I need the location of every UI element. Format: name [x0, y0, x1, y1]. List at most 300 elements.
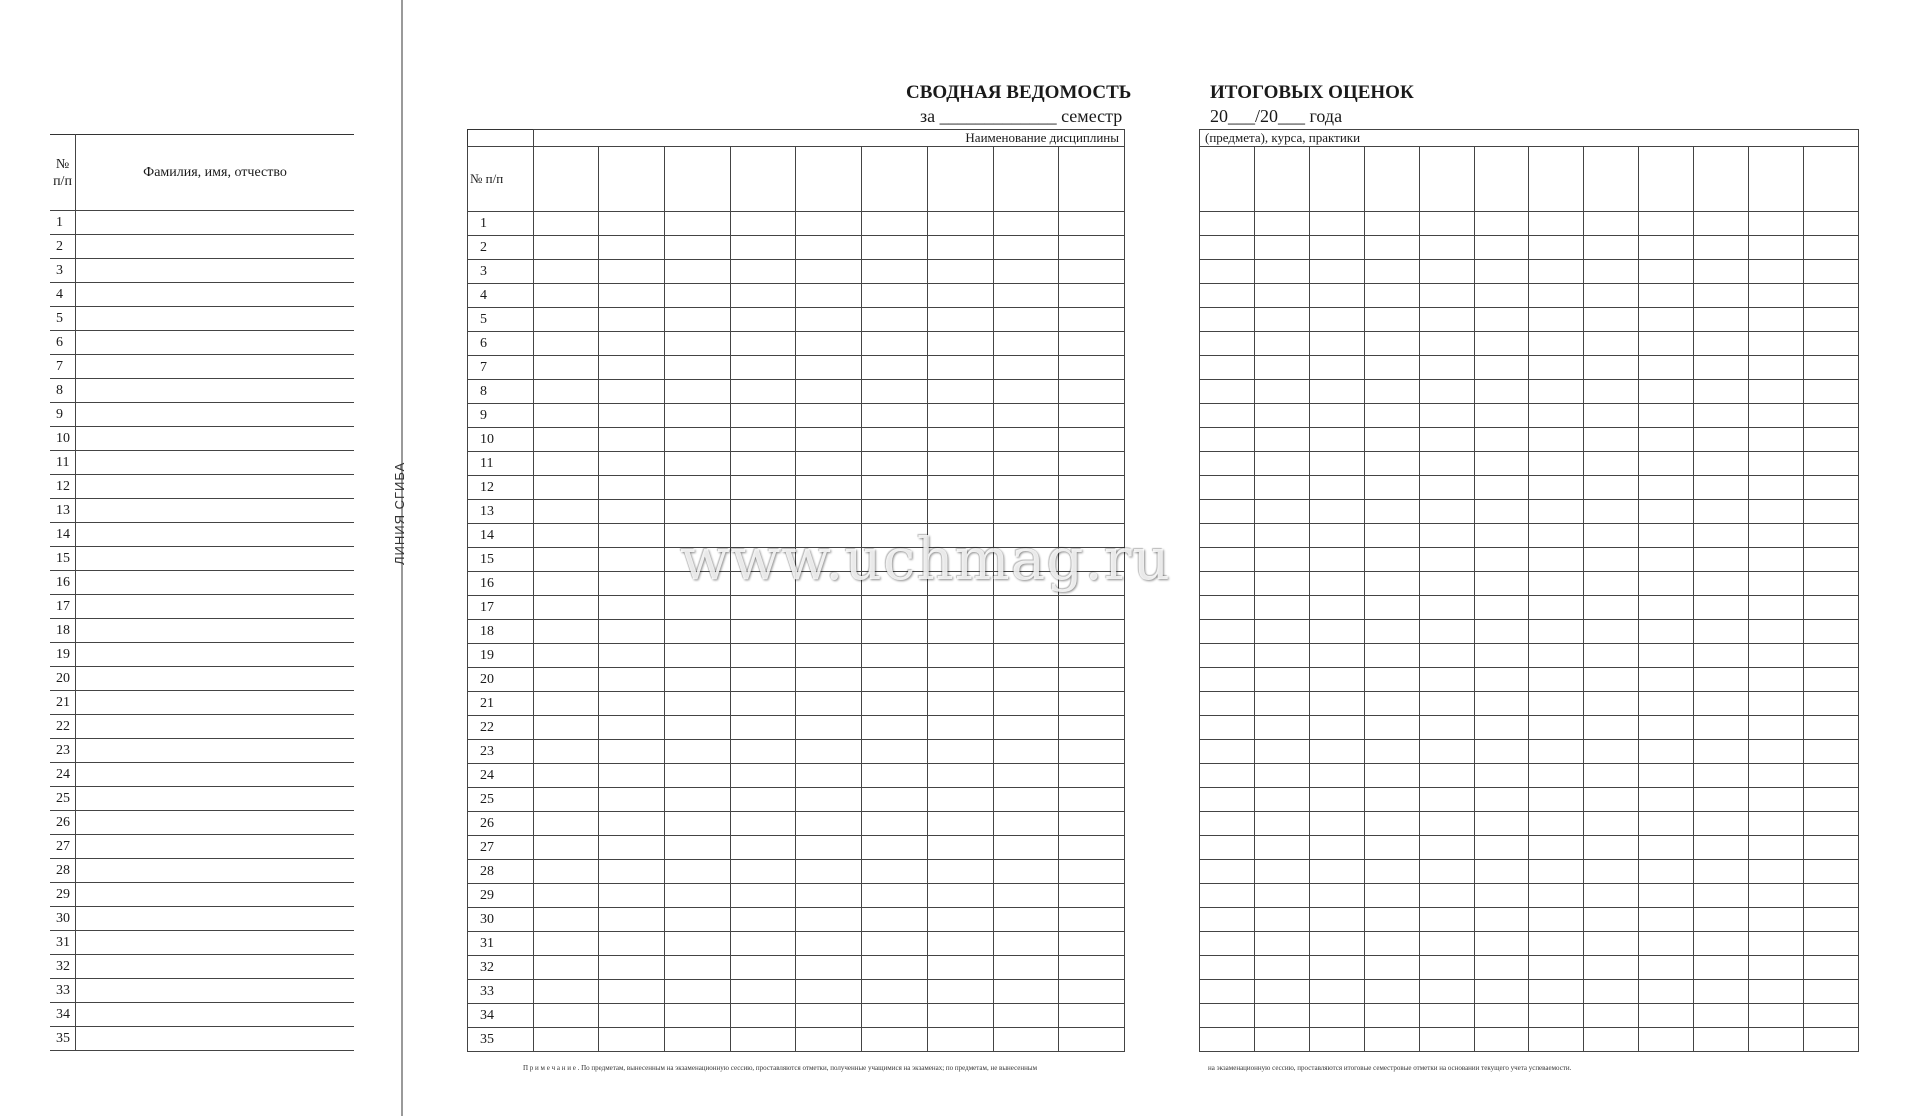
final-grade-cell[interactable]: [1364, 668, 1419, 692]
final-grade-cell[interactable]: [1694, 236, 1749, 260]
subject-name-cell[interactable]: [1694, 147, 1749, 212]
grade-cell[interactable]: [533, 980, 599, 1004]
final-grade-cell[interactable]: [1803, 620, 1858, 644]
final-grade-cell[interactable]: [1364, 212, 1419, 236]
final-grade-cell[interactable]: [1254, 836, 1309, 860]
grade-cell[interactable]: [533, 788, 599, 812]
full-name-cell[interactable]: [76, 379, 355, 403]
grade-cell[interactable]: [862, 764, 928, 788]
grade-cell[interactable]: [599, 884, 665, 908]
final-grade-cell[interactable]: [1254, 572, 1309, 596]
final-grade-cell[interactable]: [1419, 380, 1474, 404]
final-grade-cell[interactable]: [1749, 548, 1804, 572]
final-grade-cell[interactable]: [1309, 956, 1364, 980]
final-grade-cell[interactable]: [1364, 380, 1419, 404]
final-grade-cell[interactable]: [1200, 332, 1255, 356]
grade-cell[interactable]: [1059, 692, 1125, 716]
final-grade-cell[interactable]: [1749, 572, 1804, 596]
grade-cell[interactable]: [730, 404, 796, 428]
full-name-cell[interactable]: [76, 955, 355, 979]
grade-cell[interactable]: [927, 476, 993, 500]
grade-cell[interactable]: [599, 428, 665, 452]
grade-cell[interactable]: [665, 356, 731, 380]
grade-cell[interactable]: [730, 452, 796, 476]
grade-cell[interactable]: [1059, 740, 1125, 764]
final-grade-cell[interactable]: [1309, 836, 1364, 860]
final-grade-cell[interactable]: [1529, 692, 1584, 716]
grade-cell[interactable]: [730, 1004, 796, 1028]
grade-cell[interactable]: [665, 836, 731, 860]
grade-cell[interactable]: [533, 884, 599, 908]
grade-cell[interactable]: [730, 956, 796, 980]
grade-cell[interactable]: [993, 452, 1059, 476]
grade-cell[interactable]: [730, 908, 796, 932]
full-name-cell[interactable]: [76, 331, 355, 355]
final-grade-cell[interactable]: [1803, 956, 1858, 980]
final-grade-cell[interactable]: [1584, 740, 1639, 764]
grade-cell[interactable]: [927, 932, 993, 956]
grade-cell[interactable]: [862, 476, 928, 500]
final-grade-cell[interactable]: [1803, 812, 1858, 836]
final-grade-cell[interactable]: [1419, 620, 1474, 644]
final-grade-cell[interactable]: [1803, 380, 1858, 404]
final-grade-cell[interactable]: [1749, 1004, 1804, 1028]
grade-cell[interactable]: [862, 404, 928, 428]
full-name-cell[interactable]: [76, 1027, 355, 1051]
subject-name-cell[interactable]: [1584, 147, 1639, 212]
final-grade-cell[interactable]: [1254, 284, 1309, 308]
discipline-name-cell[interactable]: [599, 147, 665, 212]
final-grade-cell[interactable]: [1749, 812, 1804, 836]
grade-cell[interactable]: [927, 788, 993, 812]
final-grade-cell[interactable]: [1364, 596, 1419, 620]
final-grade-cell[interactable]: [1309, 212, 1364, 236]
final-grade-cell[interactable]: [1364, 404, 1419, 428]
final-grade-cell[interactable]: [1749, 668, 1804, 692]
grade-cell[interactable]: [862, 956, 928, 980]
grade-cell[interactable]: [599, 308, 665, 332]
discipline-name-cell[interactable]: [1059, 147, 1125, 212]
grade-cell[interactable]: [993, 788, 1059, 812]
final-grade-cell[interactable]: [1254, 812, 1309, 836]
final-grade-cell[interactable]: [1200, 596, 1255, 620]
grade-cell[interactable]: [796, 740, 862, 764]
grade-cell[interactable]: [599, 380, 665, 404]
final-grade-cell[interactable]: [1309, 332, 1364, 356]
grade-cell[interactable]: [993, 596, 1059, 620]
final-grade-cell[interactable]: [1474, 524, 1529, 548]
grade-cell[interactable]: [993, 884, 1059, 908]
full-name-cell[interactable]: [76, 835, 355, 859]
grade-cell[interactable]: [730, 428, 796, 452]
final-grade-cell[interactable]: [1529, 380, 1584, 404]
grade-cell[interactable]: [993, 500, 1059, 524]
grade-cell[interactable]: [533, 1004, 599, 1028]
final-grade-cell[interactable]: [1254, 500, 1309, 524]
final-grade-cell[interactable]: [1254, 716, 1309, 740]
final-grade-cell[interactable]: [1474, 644, 1529, 668]
final-grade-cell[interactable]: [1200, 980, 1255, 1004]
final-grade-cell[interactable]: [1584, 716, 1639, 740]
final-grade-cell[interactable]: [1694, 668, 1749, 692]
grade-cell[interactable]: [665, 668, 731, 692]
grade-cell[interactable]: [665, 452, 731, 476]
final-grade-cell[interactable]: [1419, 332, 1474, 356]
grade-cell[interactable]: [993, 812, 1059, 836]
grade-cell[interactable]: [796, 932, 862, 956]
full-name-cell[interactable]: [76, 787, 355, 811]
final-grade-cell[interactable]: [1694, 548, 1749, 572]
final-grade-cell[interactable]: [1639, 764, 1694, 788]
final-grade-cell[interactable]: [1749, 956, 1804, 980]
final-grade-cell[interactable]: [1364, 572, 1419, 596]
grade-cell[interactable]: [993, 332, 1059, 356]
final-grade-cell[interactable]: [1803, 356, 1858, 380]
grade-cell[interactable]: [993, 260, 1059, 284]
final-grade-cell[interactable]: [1749, 476, 1804, 500]
final-grade-cell[interactable]: [1364, 260, 1419, 284]
grade-cell[interactable]: [533, 668, 599, 692]
full-name-cell[interactable]: [76, 883, 355, 907]
final-grade-cell[interactable]: [1694, 428, 1749, 452]
grade-cell[interactable]: [927, 1028, 993, 1052]
final-grade-cell[interactable]: [1639, 644, 1694, 668]
final-grade-cell[interactable]: [1419, 500, 1474, 524]
final-grade-cell[interactable]: [1694, 332, 1749, 356]
grade-cell[interactable]: [599, 956, 665, 980]
final-grade-cell[interactable]: [1200, 764, 1255, 788]
final-grade-cell[interactable]: [1803, 716, 1858, 740]
final-grade-cell[interactable]: [1529, 980, 1584, 1004]
final-grade-cell[interactable]: [1803, 740, 1858, 764]
final-grade-cell[interactable]: [1254, 596, 1309, 620]
final-grade-cell[interactable]: [1474, 932, 1529, 956]
grade-cell[interactable]: [665, 404, 731, 428]
grade-cell[interactable]: [1059, 452, 1125, 476]
final-grade-cell[interactable]: [1584, 236, 1639, 260]
final-grade-cell[interactable]: [1200, 572, 1255, 596]
final-grade-cell[interactable]: [1200, 668, 1255, 692]
grade-cell[interactable]: [862, 668, 928, 692]
final-grade-cell[interactable]: [1200, 212, 1255, 236]
final-grade-cell[interactable]: [1309, 668, 1364, 692]
grade-cell[interactable]: [599, 620, 665, 644]
final-grade-cell[interactable]: [1419, 812, 1474, 836]
grade-cell[interactable]: [796, 956, 862, 980]
grade-cell[interactable]: [730, 980, 796, 1004]
final-grade-cell[interactable]: [1639, 332, 1694, 356]
final-grade-cell[interactable]: [1529, 620, 1584, 644]
final-grade-cell[interactable]: [1364, 236, 1419, 260]
final-grade-cell[interactable]: [1803, 788, 1858, 812]
grade-cell[interactable]: [862, 500, 928, 524]
grade-cell[interactable]: [1059, 932, 1125, 956]
grade-cell[interactable]: [862, 380, 928, 404]
final-grade-cell[interactable]: [1639, 284, 1694, 308]
grade-cell[interactable]: [862, 284, 928, 308]
grade-cell[interactable]: [533, 956, 599, 980]
grade-cell[interactable]: [927, 1004, 993, 1028]
full-name-cell[interactable]: [76, 763, 355, 787]
final-grade-cell[interactable]: [1749, 260, 1804, 284]
full-name-cell[interactable]: [76, 259, 355, 283]
grade-cell[interactable]: [665, 956, 731, 980]
grade-cell[interactable]: [665, 236, 731, 260]
final-grade-cell[interactable]: [1694, 908, 1749, 932]
grade-cell[interactable]: [993, 476, 1059, 500]
final-grade-cell[interactable]: [1309, 380, 1364, 404]
final-grade-cell[interactable]: [1529, 668, 1584, 692]
final-grade-cell[interactable]: [1803, 428, 1858, 452]
grade-cell[interactable]: [927, 500, 993, 524]
final-grade-cell[interactable]: [1749, 716, 1804, 740]
final-grade-cell[interactable]: [1584, 788, 1639, 812]
final-grade-cell[interactable]: [1529, 860, 1584, 884]
final-grade-cell[interactable]: [1749, 356, 1804, 380]
final-grade-cell[interactable]: [1749, 500, 1804, 524]
grade-cell[interactable]: [796, 380, 862, 404]
final-grade-cell[interactable]: [1309, 908, 1364, 932]
final-grade-cell[interactable]: [1254, 380, 1309, 404]
final-grade-cell[interactable]: [1694, 572, 1749, 596]
final-grade-cell[interactable]: [1749, 380, 1804, 404]
final-grade-cell[interactable]: [1364, 284, 1419, 308]
subject-name-cell[interactable]: [1639, 147, 1694, 212]
final-grade-cell[interactable]: [1419, 476, 1474, 500]
final-grade-cell[interactable]: [1803, 836, 1858, 860]
grade-cell[interactable]: [993, 980, 1059, 1004]
final-grade-cell[interactable]: [1364, 476, 1419, 500]
final-grade-cell[interactable]: [1200, 428, 1255, 452]
grade-cell[interactable]: [533, 284, 599, 308]
full-name-cell[interactable]: [76, 571, 355, 595]
final-grade-cell[interactable]: [1474, 1028, 1529, 1052]
final-grade-cell[interactable]: [1364, 356, 1419, 380]
final-grade-cell[interactable]: [1529, 404, 1584, 428]
final-grade-cell[interactable]: [1749, 764, 1804, 788]
final-grade-cell[interactable]: [1694, 836, 1749, 860]
final-grade-cell[interactable]: [1749, 932, 1804, 956]
grade-cell[interactable]: [599, 668, 665, 692]
final-grade-cell[interactable]: [1803, 1028, 1858, 1052]
final-grade-cell[interactable]: [1529, 1028, 1584, 1052]
grade-cell[interactable]: [599, 788, 665, 812]
grade-cell[interactable]: [993, 1028, 1059, 1052]
grade-cell[interactable]: [1059, 476, 1125, 500]
grade-cell[interactable]: [1059, 356, 1125, 380]
final-grade-cell[interactable]: [1639, 452, 1694, 476]
full-name-cell[interactable]: [76, 523, 355, 547]
final-grade-cell[interactable]: [1309, 308, 1364, 332]
final-grade-cell[interactable]: [1309, 884, 1364, 908]
final-grade-cell[interactable]: [1474, 332, 1529, 356]
final-grade-cell[interactable]: [1803, 212, 1858, 236]
grade-cell[interactable]: [730, 332, 796, 356]
grade-cell[interactable]: [993, 956, 1059, 980]
final-grade-cell[interactable]: [1419, 308, 1474, 332]
final-grade-cell[interactable]: [1639, 356, 1694, 380]
grade-cell[interactable]: [665, 500, 731, 524]
final-grade-cell[interactable]: [1749, 284, 1804, 308]
final-grade-cell[interactable]: [1200, 356, 1255, 380]
final-grade-cell[interactable]: [1749, 860, 1804, 884]
grade-cell[interactable]: [862, 212, 928, 236]
final-grade-cell[interactable]: [1419, 884, 1474, 908]
full-name-cell[interactable]: [76, 811, 355, 835]
final-grade-cell[interactable]: [1639, 692, 1694, 716]
grade-cell[interactable]: [730, 668, 796, 692]
final-grade-cell[interactable]: [1419, 668, 1474, 692]
final-grade-cell[interactable]: [1200, 908, 1255, 932]
full-name-cell[interactable]: [76, 283, 355, 307]
final-grade-cell[interactable]: [1749, 836, 1804, 860]
grade-cell[interactable]: [1059, 596, 1125, 620]
grade-cell[interactable]: [993, 428, 1059, 452]
subject-name-cell[interactable]: [1803, 147, 1858, 212]
grade-cell[interactable]: [993, 644, 1059, 668]
grade-cell[interactable]: [862, 260, 928, 284]
final-grade-cell[interactable]: [1529, 1004, 1584, 1028]
final-grade-cell[interactable]: [1694, 956, 1749, 980]
grade-cell[interactable]: [533, 428, 599, 452]
full-name-cell[interactable]: [76, 211, 355, 235]
final-grade-cell[interactable]: [1419, 644, 1474, 668]
final-grade-cell[interactable]: [1254, 668, 1309, 692]
grade-cell[interactable]: [796, 236, 862, 260]
full-name-cell[interactable]: [76, 643, 355, 667]
final-grade-cell[interactable]: [1694, 980, 1749, 1004]
final-grade-cell[interactable]: [1419, 860, 1474, 884]
grade-cell[interactable]: [665, 260, 731, 284]
final-grade-cell[interactable]: [1309, 596, 1364, 620]
final-grade-cell[interactable]: [1584, 404, 1639, 428]
grade-cell[interactable]: [599, 932, 665, 956]
grade-cell[interactable]: [862, 1028, 928, 1052]
final-grade-cell[interactable]: [1364, 1004, 1419, 1028]
full-name-cell[interactable]: [76, 403, 355, 427]
final-grade-cell[interactable]: [1419, 404, 1474, 428]
final-grade-cell[interactable]: [1200, 500, 1255, 524]
grade-cell[interactable]: [796, 260, 862, 284]
subject-name-cell[interactable]: [1529, 147, 1584, 212]
final-grade-cell[interactable]: [1529, 476, 1584, 500]
grade-cell[interactable]: [599, 212, 665, 236]
final-grade-cell[interactable]: [1309, 644, 1364, 668]
grade-cell[interactable]: [862, 692, 928, 716]
final-grade-cell[interactable]: [1803, 284, 1858, 308]
final-grade-cell[interactable]: [1309, 476, 1364, 500]
final-grade-cell[interactable]: [1474, 572, 1529, 596]
final-grade-cell[interactable]: [1529, 884, 1584, 908]
final-grade-cell[interactable]: [1200, 476, 1255, 500]
final-grade-cell[interactable]: [1254, 452, 1309, 476]
final-grade-cell[interactable]: [1529, 572, 1584, 596]
final-grade-cell[interactable]: [1364, 812, 1419, 836]
grade-cell[interactable]: [533, 932, 599, 956]
grade-cell[interactable]: [993, 836, 1059, 860]
grade-cell[interactable]: [1059, 500, 1125, 524]
grade-cell[interactable]: [927, 692, 993, 716]
grade-cell[interactable]: [533, 212, 599, 236]
grade-cell[interactable]: [599, 524, 665, 548]
final-grade-cell[interactable]: [1419, 788, 1474, 812]
final-grade-cell[interactable]: [1254, 980, 1309, 1004]
grade-cell[interactable]: [599, 716, 665, 740]
grade-cell[interactable]: [796, 620, 862, 644]
final-grade-cell[interactable]: [1639, 1004, 1694, 1028]
final-grade-cell[interactable]: [1474, 764, 1529, 788]
grade-cell[interactable]: [862, 428, 928, 452]
final-grade-cell[interactable]: [1694, 524, 1749, 548]
grade-cell[interactable]: [927, 452, 993, 476]
final-grade-cell[interactable]: [1200, 404, 1255, 428]
final-grade-cell[interactable]: [1364, 788, 1419, 812]
final-grade-cell[interactable]: [1474, 860, 1529, 884]
final-grade-cell[interactable]: [1254, 428, 1309, 452]
final-grade-cell[interactable]: [1694, 644, 1749, 668]
grade-cell[interactable]: [665, 428, 731, 452]
final-grade-cell[interactable]: [1639, 812, 1694, 836]
final-grade-cell[interactable]: [1803, 260, 1858, 284]
grade-cell[interactable]: [927, 980, 993, 1004]
grade-cell[interactable]: [993, 236, 1059, 260]
grade-cell[interactable]: [927, 260, 993, 284]
grade-cell[interactable]: [862, 596, 928, 620]
full-name-cell[interactable]: [76, 1003, 355, 1027]
final-grade-cell[interactable]: [1694, 380, 1749, 404]
final-grade-cell[interactable]: [1639, 380, 1694, 404]
final-grade-cell[interactable]: [1309, 1028, 1364, 1052]
final-grade-cell[interactable]: [1584, 764, 1639, 788]
grade-cell[interactable]: [862, 788, 928, 812]
final-grade-cell[interactable]: [1254, 548, 1309, 572]
discipline-name-cell[interactable]: [862, 147, 928, 212]
final-grade-cell[interactable]: [1419, 596, 1474, 620]
grade-cell[interactable]: [927, 404, 993, 428]
final-grade-cell[interactable]: [1200, 548, 1255, 572]
final-grade-cell[interactable]: [1749, 404, 1804, 428]
final-grade-cell[interactable]: [1639, 308, 1694, 332]
final-grade-cell[interactable]: [1529, 764, 1584, 788]
final-grade-cell[interactable]: [1584, 356, 1639, 380]
grade-cell[interactable]: [927, 620, 993, 644]
full-name-cell[interactable]: [76, 427, 355, 451]
discipline-name-cell[interactable]: [796, 147, 862, 212]
grade-cell[interactable]: [599, 548, 665, 572]
final-grade-cell[interactable]: [1639, 260, 1694, 284]
final-grade-cell[interactable]: [1749, 452, 1804, 476]
grade-cell[interactable]: [730, 356, 796, 380]
grade-cell[interactable]: [730, 884, 796, 908]
grade-cell[interactable]: [796, 668, 862, 692]
grade-cell[interactable]: [927, 860, 993, 884]
final-grade-cell[interactable]: [1529, 500, 1584, 524]
grade-cell[interactable]: [862, 644, 928, 668]
final-grade-cell[interactable]: [1254, 884, 1309, 908]
final-grade-cell[interactable]: [1529, 524, 1584, 548]
grade-cell[interactable]: [796, 764, 862, 788]
grade-cell[interactable]: [665, 788, 731, 812]
grade-cell[interactable]: [796, 284, 862, 308]
final-grade-cell[interactable]: [1364, 524, 1419, 548]
subject-name-cell[interactable]: [1749, 147, 1804, 212]
final-grade-cell[interactable]: [1694, 692, 1749, 716]
final-grade-cell[interactable]: [1749, 692, 1804, 716]
grade-cell[interactable]: [533, 620, 599, 644]
final-grade-cell[interactable]: [1749, 884, 1804, 908]
final-grade-cell[interactable]: [1254, 212, 1309, 236]
final-grade-cell[interactable]: [1364, 308, 1419, 332]
